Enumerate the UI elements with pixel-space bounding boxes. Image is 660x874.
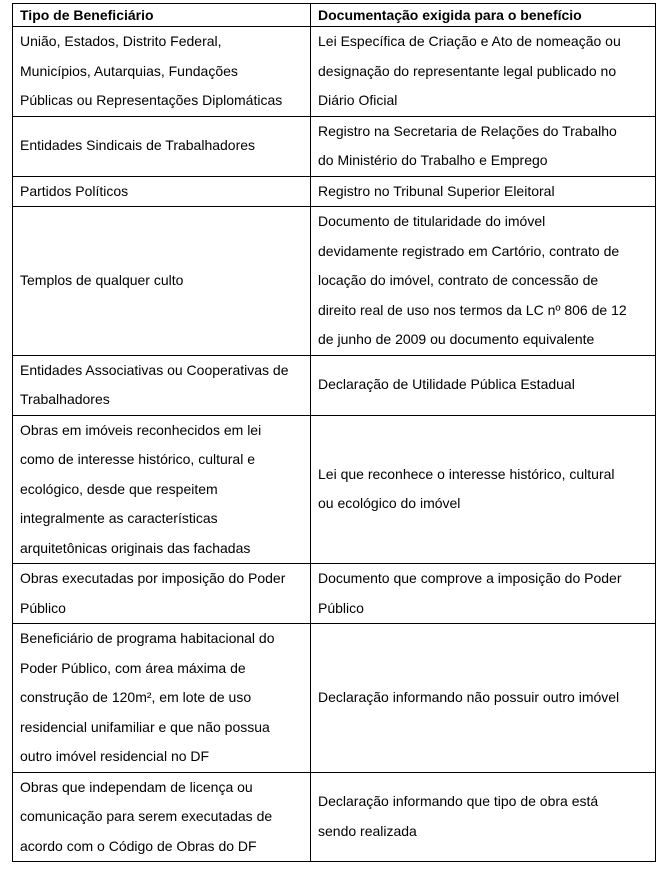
beneficiary-cell-line: ecológico, desde que respeitem	[20, 480, 218, 497]
documentation-cell-line: Diário Oficial	[318, 92, 398, 108]
beneficiary-cell-line: outro imóvel residencial no DF	[20, 748, 210, 764]
beneficiary-cell-line: Obras que independam de licença ou	[20, 778, 253, 795]
beneficiary-cell	[13, 355, 311, 415]
header-required-documentation: Documentação exigida para o benefício	[311, 4, 656, 27]
header-row	[13, 4, 656, 27]
beneficiary-cell-line: Municípios, Autarquias, Fundações	[20, 62, 238, 79]
documentation-cell-line: Declaração informando que tipo de obra está	[318, 793, 599, 810]
beneficiary-cell-line: Obras executadas por imposição do Poder	[20, 570, 286, 586]
table-body	[13, 27, 656, 862]
table-row	[13, 176, 656, 207]
beneficiary-cell-line: como de interesse histórico, cultural e	[20, 451, 255, 467]
beneficiary-cell-line: Trabalhadores	[20, 391, 110, 407]
beneficiary-cell-line: Poder Público, com área máxima de	[20, 659, 246, 676]
documentation-cell-line: Registro no Tribunal Superior Eleitoral	[318, 182, 555, 199]
documentation-cell-line: ou ecológico do imóvel	[318, 495, 461, 512]
beneficiary-cell-line: União, Estados, Distrito Federal,	[20, 33, 222, 49]
documentation-cell	[311, 176, 656, 207]
documentation-cell-line: Documento que comprove a imposição do Poder	[318, 570, 622, 586]
table-row	[13, 207, 656, 356]
beneficiary-cell	[13, 415, 311, 564]
beneficiary-cell	[13, 116, 311, 176]
table-row	[13, 116, 656, 176]
beneficiary-cell	[13, 772, 311, 862]
beneficiary-cell-line: Templos de qualquer culto	[20, 272, 184, 288]
documentation-cell	[311, 207, 656, 356]
documentation-cell-line: Registro na Secretaria de Relações do Trabalho	[318, 122, 617, 139]
beneficiary-cell-line: acordo com o Código de Obras do DF	[20, 837, 257, 854]
documentation-cell-line: Lei que reconhece o interesse histórico, cultural	[318, 465, 615, 482]
beneficiary-cell-line: Obras em imóveis reconhecidos em lei	[20, 421, 262, 438]
beneficiary-cell-line: comunicação para serem executadas de	[20, 808, 273, 824]
beneficiary-cell	[13, 624, 311, 773]
documentation-cell	[311, 116, 656, 176]
documentation-cell-line: do Ministério do Trabalho e Emprego	[318, 152, 548, 168]
documentation-cell	[311, 27, 656, 117]
table-row	[13, 624, 656, 773]
beneficiary-documentation-table	[12, 3, 656, 862]
beneficiary-cell	[13, 176, 311, 207]
documentation-cell	[311, 564, 656, 624]
documentation-cell	[311, 624, 656, 773]
documentation-cell	[311, 772, 656, 862]
beneficiary-cell	[13, 564, 311, 624]
beneficiary-cell-line: Entidades Associativas ou Cooperativas de	[20, 361, 289, 378]
documentation-cell-line: devidamente registrado em Cartório, contrato de	[318, 242, 620, 259]
documentation-cell	[311, 355, 656, 415]
header-beneficiary-type: Tipo de Beneficiário	[13, 4, 311, 27]
documentation-cell-line: de junho de 2009 ou documento equivalente	[318, 331, 595, 347]
beneficiary-cell-line: arquitetônicas originais das fachadas	[20, 539, 251, 556]
beneficiary-cell-line: Partidos Políticos	[20, 182, 129, 199]
table-row	[13, 27, 656, 117]
documentation-cell-line: sendo realizada	[318, 822, 417, 839]
table-row	[13, 772, 656, 862]
table-header	[13, 4, 656, 27]
documentation-cell-line: direito real de uso nos termos da LC nº 806 de 12	[318, 301, 627, 318]
documentation-cell	[311, 415, 656, 564]
beneficiary-cell-line: residencial unifamiliar e que não possua	[20, 718, 270, 735]
table-row	[13, 415, 656, 564]
beneficiary-cell	[13, 27, 311, 117]
beneficiary-cell-line: Públicas ou Representações Diplomáticas	[20, 92, 283, 108]
documentation-cell-line: Lei Específica de Criação e Ato de nomeação ou	[318, 33, 621, 49]
beneficiary-cell-line: integralmente as características	[20, 510, 218, 526]
beneficiary-cell-line: construção de 120m², em lote de uso	[20, 689, 252, 705]
documentation-cell-line: Documento de titularidade do imóvel	[318, 213, 546, 229]
beneficiary-cell-line: Público	[20, 599, 66, 616]
beneficiary-cell	[13, 207, 311, 356]
table-row	[13, 355, 656, 415]
documentation-cell-line: Declaração de Utilidade Pública Estadual	[318, 376, 575, 393]
beneficiary-cell-line: Entidades Sindicais de Trabalhadores	[20, 137, 256, 154]
documentation-cell-line: Público	[318, 599, 364, 616]
beneficiary-cell-line: Beneficiário de programa habitacional do	[20, 630, 275, 646]
table-row	[13, 564, 656, 624]
documentation-cell-line: Declaração informando não possuir outro imóvel	[318, 689, 620, 705]
documentation-cell-line: designação do representante legal publicado no	[318, 62, 617, 79]
documentation-cell-line: locação do imóvel, contrato de concessão de	[318, 272, 599, 288]
